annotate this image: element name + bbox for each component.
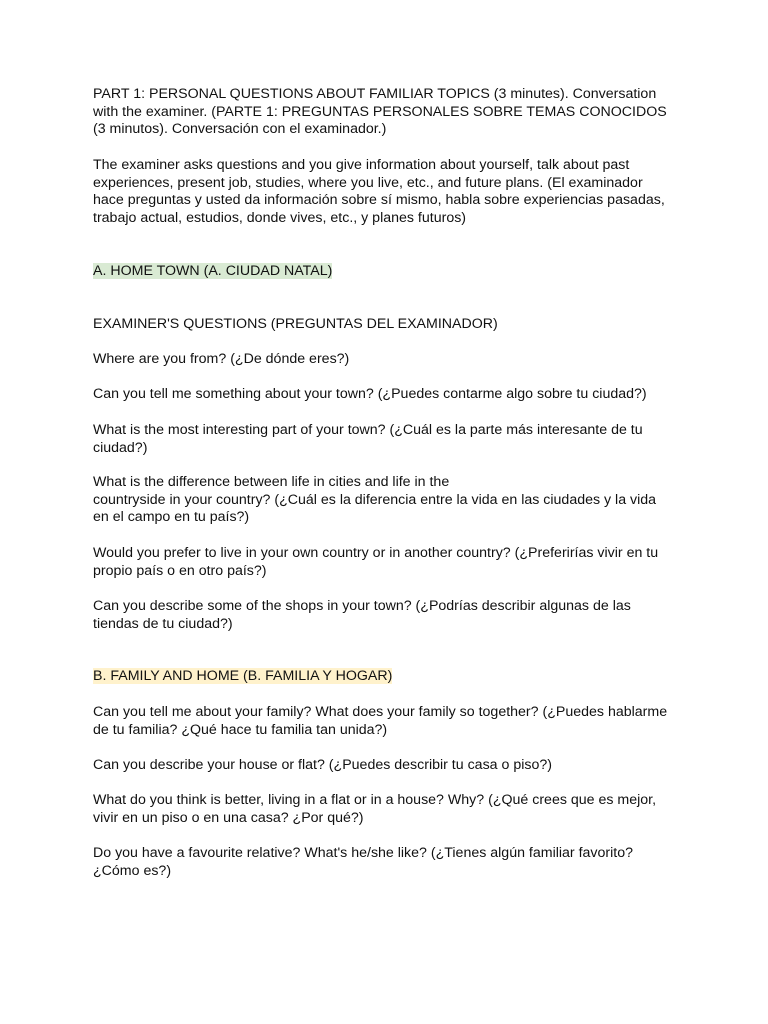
question-line: ¿Cómo es?): [93, 862, 172, 879]
description-paragraph: [93, 157, 683, 227]
description-line: trabajo actual, estudios, donde vives, etc., y planes futuros): [93, 209, 467, 226]
question-b1: [93, 704, 683, 739]
question-line: Can you tell me something about your town? (¿Puedes contarme algo sobre tu ciudad?): [93, 386, 647, 402]
question-a2: [93, 386, 683, 404]
question-line: Would you prefer to live in your own country or in another country? (¿Preferirías vivir en tu: [93, 545, 659, 561]
question-line: What is the most interesting part of your town? (¿Cuál es la parte más interesante de tu: [93, 422, 643, 438]
question-line: ciudad?): [93, 439, 148, 456]
question-line: Can you tell me about your family? What does your family so together? (¿Puedes hablarme: [93, 704, 668, 720]
intro-line: PART 1: PERSONAL QUESTIONS ABOUT FAMILIAR TOPICS (3 minutes). Conversation: [93, 86, 657, 102]
section-a-heading-text: A. HOME TOWN (A. CIUDAD NATAL): [93, 263, 333, 279]
question-a3: [93, 422, 683, 457]
question-line: vivir en un piso o en una casa? ¿Por qué?): [93, 809, 364, 826]
intro-paragraph: [93, 86, 683, 139]
question-line: countryside in your country? (¿Cuál es la diferencia entre la vida en las ciudades y la vida: [93, 491, 657, 508]
intro-line: with the examiner. (PARTE 1: PREGUNTAS PERSONALES SOBRE TEMAS CONOCIDOS: [93, 103, 667, 120]
section-b-heading-text: B. FAMILY AND HOME (B. FAMILIA Y HOGAR): [93, 668, 393, 684]
question-a6: [93, 598, 683, 633]
question-a4: [93, 474, 683, 527]
question-a5: [93, 545, 683, 580]
intro-line: (3 minutos). Conversación con el examinador.): [93, 121, 387, 138]
question-b2: [93, 757, 683, 775]
question-line: en el campo en tu país?): [93, 509, 250, 526]
question-b3: [93, 792, 683, 827]
subheading-text: EXAMINER'S QUESTIONS (PREGUNTAS DEL EXAMINADOR): [93, 316, 498, 332]
section-a-subheading: [93, 316, 683, 334]
question-b4: [93, 845, 683, 880]
description-line: experiences, present job, studies, where you live, etc., and future plans. (El examinador: [93, 174, 643, 191]
question-line: Do you have a favourite relative? What's he/she like? (¿Tienes algún familiar favorito?: [93, 845, 633, 861]
question-line: Where are you from? (¿De dónde eres?): [93, 351, 350, 367]
question-line: tiendas de tu ciudad?): [93, 615, 233, 632]
question-a1: [93, 351, 683, 369]
question-line: Can you describe your house or flat? (¿Puedes describir tu casa o piso?): [93, 757, 552, 773]
question-line: de tu familia? ¿Qué hace tu familia tan unida?): [93, 721, 388, 738]
question-line: propio país o en otro país?): [93, 562, 267, 579]
description-line: hace preguntas y usted da información sobre sí mismo, habla sobre experiencias pasadas,: [93, 192, 665, 209]
question-line: Can you describe some of the shops in your town? (¿Podrías describir algunas de las: [93, 598, 631, 614]
question-line: What is the difference between life in cities and life in the: [93, 474, 450, 490]
question-line: What do you think is better, living in a flat or in a house? Why? (¿Qué crees que es mejor,: [93, 792, 657, 808]
description-line: The examiner asks questions and you give information about yourself, talk about past: [93, 157, 630, 173]
section-a-heading: [93, 263, 683, 281]
section-b-heading: [93, 668, 683, 686]
